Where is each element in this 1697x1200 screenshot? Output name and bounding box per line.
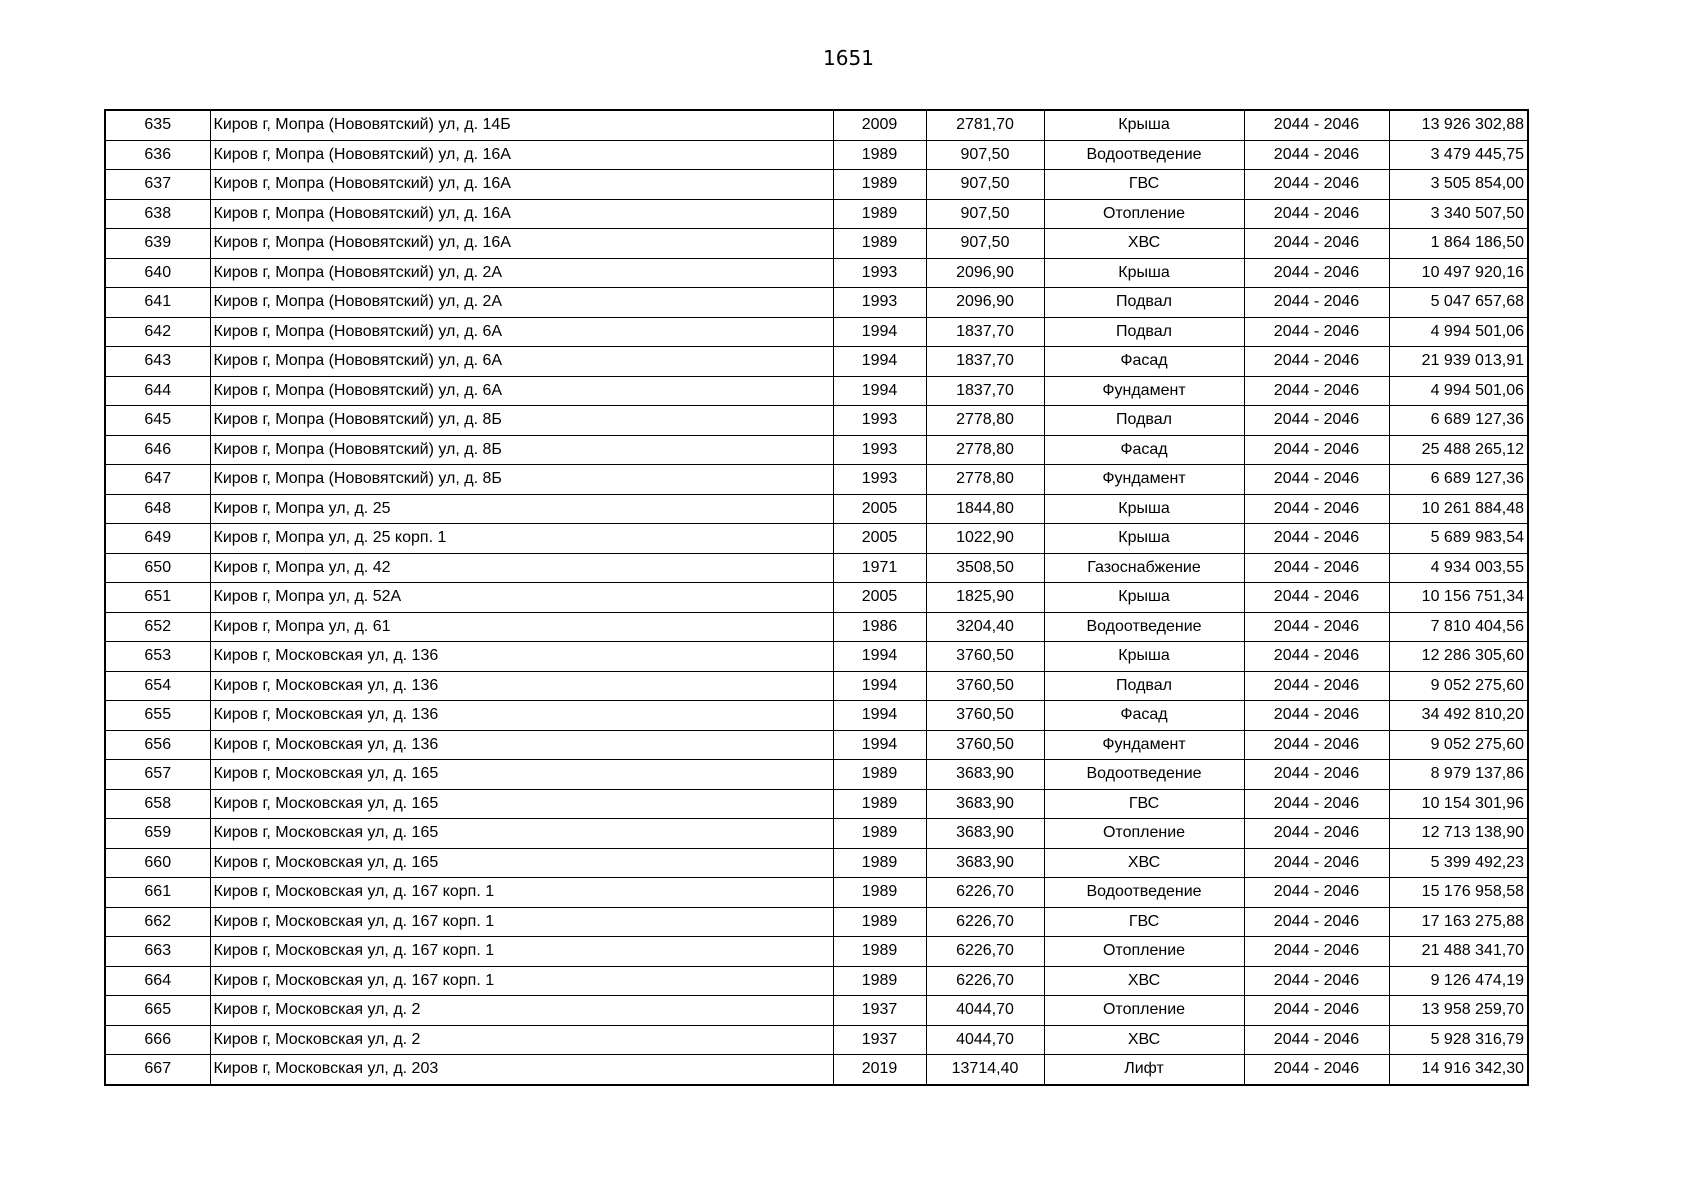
row-number-cell: 661	[105, 878, 210, 908]
address-cell: Киров г, Мопра (Нововятский) ул, д. 2А	[210, 288, 833, 318]
work-type-cell: ХВС	[1044, 966, 1244, 996]
period-cell: 2044 - 2046	[1244, 612, 1389, 642]
area-cell: 3760,50	[926, 701, 1044, 731]
period-cell: 2044 - 2046	[1244, 494, 1389, 524]
period-cell: 2044 - 2046	[1244, 848, 1389, 878]
work-type-cell: ХВС	[1044, 229, 1244, 259]
year-cell: 1994	[833, 317, 926, 347]
year-cell: 1971	[833, 553, 926, 583]
cost-cell: 6 689 127,36	[1389, 406, 1528, 436]
cost-cell: 10 497 920,16	[1389, 258, 1528, 288]
period-cell: 2044 - 2046	[1244, 1025, 1389, 1055]
table-row	[105, 553, 1528, 583]
table-row	[105, 258, 1528, 288]
area-cell: 13714,40	[926, 1055, 1044, 1085]
table-row	[105, 848, 1528, 878]
year-cell: 1937	[833, 1025, 926, 1055]
area-cell: 1837,70	[926, 317, 1044, 347]
row-number-cell: 662	[105, 907, 210, 937]
table-row	[105, 229, 1528, 259]
row-number-cell: 648	[105, 494, 210, 524]
work-type-cell: Фасад	[1044, 435, 1244, 465]
cost-cell: 4 994 501,06	[1389, 376, 1528, 406]
cost-cell: 3 505 854,00	[1389, 170, 1528, 200]
area-cell: 4044,70	[926, 1025, 1044, 1055]
period-cell: 2044 - 2046	[1244, 553, 1389, 583]
row-number-cell: 646	[105, 435, 210, 465]
table-row	[105, 170, 1528, 200]
cost-cell: 8 979 137,86	[1389, 760, 1528, 790]
work-type-cell: ХВС	[1044, 848, 1244, 878]
area-cell: 2778,80	[926, 435, 1044, 465]
period-cell: 2044 - 2046	[1244, 288, 1389, 318]
row-number-cell: 652	[105, 612, 210, 642]
address-cell: Киров г, Мопра (Нововятский) ул, д. 16А	[210, 199, 833, 229]
work-type-cell: Фасад	[1044, 701, 1244, 731]
work-type-cell: Водоотведение	[1044, 612, 1244, 642]
table-row	[105, 376, 1528, 406]
area-cell: 907,50	[926, 170, 1044, 200]
address-cell: Киров г, Московская ул, д. 165	[210, 760, 833, 790]
cost-cell: 21 488 341,70	[1389, 937, 1528, 967]
row-number-cell: 653	[105, 642, 210, 672]
period-cell: 2044 - 2046	[1244, 406, 1389, 436]
work-type-cell: Отопление	[1044, 996, 1244, 1026]
area-cell: 3204,40	[926, 612, 1044, 642]
area-cell: 1825,90	[926, 583, 1044, 613]
area-cell: 2781,70	[926, 110, 1044, 140]
cost-cell: 3 479 445,75	[1389, 140, 1528, 170]
year-cell: 1993	[833, 288, 926, 318]
table-row	[105, 465, 1528, 495]
address-cell: Киров г, Мопра (Нововятский) ул, д. 6А	[210, 317, 833, 347]
period-cell: 2044 - 2046	[1244, 583, 1389, 613]
year-cell: 1994	[833, 376, 926, 406]
work-type-cell: Отопление	[1044, 819, 1244, 849]
period-cell: 2044 - 2046	[1244, 376, 1389, 406]
work-type-cell: Отопление	[1044, 199, 1244, 229]
cost-cell: 15 176 958,58	[1389, 878, 1528, 908]
work-type-cell: Фундамент	[1044, 465, 1244, 495]
area-cell: 907,50	[926, 140, 1044, 170]
work-type-cell: Фасад	[1044, 347, 1244, 377]
period-cell: 2044 - 2046	[1244, 317, 1389, 347]
address-cell: Киров г, Московская ул, д. 136	[210, 701, 833, 731]
area-cell: 2096,90	[926, 258, 1044, 288]
area-cell: 1844,80	[926, 494, 1044, 524]
table-row	[105, 110, 1528, 140]
address-cell: Киров г, Мопра (Нововятский) ул, д. 6А	[210, 347, 833, 377]
cost-cell: 6 689 127,36	[1389, 465, 1528, 495]
cost-cell: 7 810 404,56	[1389, 612, 1528, 642]
table-row	[105, 819, 1528, 849]
table-row	[105, 494, 1528, 524]
area-cell: 6226,70	[926, 878, 1044, 908]
period-cell: 2044 - 2046	[1244, 730, 1389, 760]
year-cell: 1994	[833, 701, 926, 731]
period-cell: 2044 - 2046	[1244, 199, 1389, 229]
row-number-cell: 644	[105, 376, 210, 406]
work-type-cell: Водоотведение	[1044, 760, 1244, 790]
cost-cell: 17 163 275,88	[1389, 907, 1528, 937]
row-number-cell: 650	[105, 553, 210, 583]
work-type-cell: Подвал	[1044, 406, 1244, 436]
cost-cell: 13 958 259,70	[1389, 996, 1528, 1026]
address-cell: Киров г, Московская ул, д. 2	[210, 1025, 833, 1055]
table-row	[105, 612, 1528, 642]
year-cell: 1994	[833, 347, 926, 377]
address-cell: Киров г, Мопра (Нововятский) ул, д. 6А	[210, 376, 833, 406]
table-row	[105, 642, 1528, 672]
row-number-cell: 638	[105, 199, 210, 229]
table-row	[105, 760, 1528, 790]
area-cell: 6226,70	[926, 907, 1044, 937]
year-cell: 1994	[833, 730, 926, 760]
period-cell: 2044 - 2046	[1244, 435, 1389, 465]
address-cell: Киров г, Московская ул, д. 2	[210, 996, 833, 1026]
row-number-cell: 635	[105, 110, 210, 140]
period-cell: 2044 - 2046	[1244, 819, 1389, 849]
work-type-cell: Отопление	[1044, 937, 1244, 967]
row-number-cell: 663	[105, 937, 210, 967]
row-number-cell: 637	[105, 170, 210, 200]
period-cell: 2044 - 2046	[1244, 760, 1389, 790]
year-cell: 2005	[833, 583, 926, 613]
cost-cell: 12 286 305,60	[1389, 642, 1528, 672]
area-cell: 2096,90	[926, 288, 1044, 318]
row-number-cell: 664	[105, 966, 210, 996]
work-type-cell: ГВС	[1044, 170, 1244, 200]
row-number-cell: 667	[105, 1055, 210, 1085]
address-cell: Киров г, Мопра ул, д. 52А	[210, 583, 833, 613]
row-number-cell: 659	[105, 819, 210, 849]
work-type-cell: Крыша	[1044, 494, 1244, 524]
period-cell: 2044 - 2046	[1244, 996, 1389, 1026]
row-number-cell: 636	[105, 140, 210, 170]
area-cell: 1837,70	[926, 347, 1044, 377]
area-cell: 907,50	[926, 229, 1044, 259]
work-type-cell: Газоснабжение	[1044, 553, 1244, 583]
table-row	[105, 1025, 1528, 1055]
period-cell: 2044 - 2046	[1244, 966, 1389, 996]
area-cell: 907,50	[926, 199, 1044, 229]
year-cell: 1986	[833, 612, 926, 642]
work-type-cell: Водоотведение	[1044, 878, 1244, 908]
row-number-cell: 660	[105, 848, 210, 878]
cost-cell: 9 126 474,19	[1389, 966, 1528, 996]
address-cell: Киров г, Мопра (Нововятский) ул, д. 8Б	[210, 435, 833, 465]
area-cell: 3508,50	[926, 553, 1044, 583]
period-cell: 2044 - 2046	[1244, 524, 1389, 554]
year-cell: 1993	[833, 406, 926, 436]
cost-cell: 9 052 275,60	[1389, 671, 1528, 701]
cost-cell: 1 864 186,50	[1389, 229, 1528, 259]
work-type-cell: Крыша	[1044, 110, 1244, 140]
cost-cell: 9 052 275,60	[1389, 730, 1528, 760]
year-cell: 1989	[833, 789, 926, 819]
cost-cell: 4 994 501,06	[1389, 317, 1528, 347]
work-type-cell: ГВС	[1044, 907, 1244, 937]
cost-cell: 12 713 138,90	[1389, 819, 1528, 849]
address-cell: Киров г, Мопра (Нововятский) ул, д. 8Б	[210, 465, 833, 495]
table-row	[105, 317, 1528, 347]
address-cell: Киров г, Московская ул, д. 167 корп. 1	[210, 907, 833, 937]
year-cell: 1989	[833, 199, 926, 229]
table-row	[105, 671, 1528, 701]
address-cell: Киров г, Московская ул, д. 167 корп. 1	[210, 878, 833, 908]
table-row	[105, 907, 1528, 937]
row-number-cell: 651	[105, 583, 210, 613]
work-type-cell: Крыша	[1044, 583, 1244, 613]
address-cell: Киров г, Мопра (Нововятский) ул, д. 14Б	[210, 110, 833, 140]
year-cell: 1993	[833, 435, 926, 465]
cost-cell: 5 689 983,54	[1389, 524, 1528, 554]
table-row	[105, 966, 1528, 996]
period-cell: 2044 - 2046	[1244, 465, 1389, 495]
table-row	[105, 1055, 1528, 1085]
cost-cell: 21 939 013,91	[1389, 347, 1528, 377]
area-cell: 3683,90	[926, 848, 1044, 878]
area-cell: 2778,80	[926, 406, 1044, 436]
cost-cell: 10 156 751,34	[1389, 583, 1528, 613]
row-number-cell: 665	[105, 996, 210, 1026]
address-cell: Киров г, Московская ул, д. 165	[210, 789, 833, 819]
year-cell: 1994	[833, 642, 926, 672]
table-row	[105, 701, 1528, 731]
period-cell: 2044 - 2046	[1244, 140, 1389, 170]
cost-cell: 13 926 302,88	[1389, 110, 1528, 140]
table-body	[105, 110, 1528, 1085]
area-cell: 3760,50	[926, 642, 1044, 672]
cost-cell: 34 492 810,20	[1389, 701, 1528, 731]
address-cell: Киров г, Московская ул, д. 136	[210, 642, 833, 672]
table-row	[105, 878, 1528, 908]
period-cell: 2044 - 2046	[1244, 701, 1389, 731]
year-cell: 1989	[833, 819, 926, 849]
period-cell: 2044 - 2046	[1244, 110, 1389, 140]
work-type-cell: Крыша	[1044, 258, 1244, 288]
cost-cell: 4 934 003,55	[1389, 553, 1528, 583]
address-cell: Киров г, Мопра (Нововятский) ул, д. 8Б	[210, 406, 833, 436]
address-cell: Киров г, Мопра ул, д. 25 корп. 1	[210, 524, 833, 554]
row-number-cell: 647	[105, 465, 210, 495]
row-number-cell: 649	[105, 524, 210, 554]
table-row	[105, 435, 1528, 465]
area-cell: 6226,70	[926, 937, 1044, 967]
year-cell: 2009	[833, 110, 926, 140]
address-cell: Киров г, Московская ул, д. 167 корп. 1	[210, 966, 833, 996]
area-cell: 2778,80	[926, 465, 1044, 495]
table-row	[105, 937, 1528, 967]
year-cell: 1993	[833, 465, 926, 495]
year-cell: 1994	[833, 671, 926, 701]
area-cell: 3760,50	[926, 730, 1044, 760]
address-cell: Киров г, Московская ул, д. 203	[210, 1055, 833, 1085]
address-cell: Киров г, Московская ул, д. 165	[210, 848, 833, 878]
row-number-cell: 645	[105, 406, 210, 436]
area-cell: 6226,70	[926, 966, 1044, 996]
row-number-cell: 658	[105, 789, 210, 819]
period-cell: 2044 - 2046	[1244, 642, 1389, 672]
work-type-cell: Подвал	[1044, 671, 1244, 701]
year-cell: 1989	[833, 848, 926, 878]
address-cell: Киров г, Мопра (Нововятский) ул, д. 16А	[210, 170, 833, 200]
work-type-cell: Подвал	[1044, 317, 1244, 347]
area-cell: 3683,90	[926, 819, 1044, 849]
area-cell: 1837,70	[926, 376, 1044, 406]
address-cell: Киров г, Мопра ул, д. 61	[210, 612, 833, 642]
table-row	[105, 199, 1528, 229]
period-cell: 2044 - 2046	[1244, 907, 1389, 937]
work-type-cell: Крыша	[1044, 642, 1244, 672]
address-cell: Киров г, Мопра (Нововятский) ул, д. 2А	[210, 258, 833, 288]
cost-cell: 5 928 316,79	[1389, 1025, 1528, 1055]
period-cell: 2044 - 2046	[1244, 347, 1389, 377]
work-type-cell: ГВС	[1044, 789, 1244, 819]
work-type-cell: Фундамент	[1044, 730, 1244, 760]
period-cell: 2044 - 2046	[1244, 170, 1389, 200]
table-row	[105, 583, 1528, 613]
table-row	[105, 140, 1528, 170]
table-row	[105, 996, 1528, 1026]
period-cell: 2044 - 2046	[1244, 1055, 1389, 1085]
work-type-cell: Водоотведение	[1044, 140, 1244, 170]
area-cell: 3760,50	[926, 671, 1044, 701]
address-cell: Киров г, Московская ул, д. 136	[210, 671, 833, 701]
area-cell: 3683,90	[926, 789, 1044, 819]
area-cell: 1022,90	[926, 524, 1044, 554]
row-number-cell: 642	[105, 317, 210, 347]
repair-schedule-table	[104, 109, 1529, 1086]
row-number-cell: 666	[105, 1025, 210, 1055]
period-cell: 2044 - 2046	[1244, 229, 1389, 259]
year-cell: 1989	[833, 937, 926, 967]
table-row	[105, 406, 1528, 436]
work-type-cell: ХВС	[1044, 1025, 1244, 1055]
row-number-cell: 656	[105, 730, 210, 760]
period-cell: 2044 - 2046	[1244, 671, 1389, 701]
year-cell: 2005	[833, 524, 926, 554]
year-cell: 1989	[833, 140, 926, 170]
table-row	[105, 789, 1528, 819]
table-row	[105, 730, 1528, 760]
cost-cell: 25 488 265,12	[1389, 435, 1528, 465]
address-cell: Киров г, Мопра ул, д. 25	[210, 494, 833, 524]
cost-cell: 5 047 657,68	[1389, 288, 1528, 318]
area-cell: 3683,90	[926, 760, 1044, 790]
work-type-cell: Подвал	[1044, 288, 1244, 318]
address-cell: Киров г, Московская ул, д. 136	[210, 730, 833, 760]
cost-cell: 5 399 492,23	[1389, 848, 1528, 878]
work-type-cell: Фундамент	[1044, 376, 1244, 406]
year-cell: 1989	[833, 170, 926, 200]
cost-cell: 10 261 884,48	[1389, 494, 1528, 524]
row-number-cell: 640	[105, 258, 210, 288]
row-number-cell: 655	[105, 701, 210, 731]
row-number-cell: 657	[105, 760, 210, 790]
period-cell: 2044 - 2046	[1244, 258, 1389, 288]
period-cell: 2044 - 2046	[1244, 937, 1389, 967]
row-number-cell: 654	[105, 671, 210, 701]
address-cell: Киров г, Московская ул, д. 165	[210, 819, 833, 849]
year-cell: 1989	[833, 760, 926, 790]
table-row	[105, 524, 1528, 554]
area-cell: 4044,70	[926, 996, 1044, 1026]
table-row	[105, 288, 1528, 318]
address-cell: Киров г, Мопра ул, д. 42	[210, 553, 833, 583]
table-row	[105, 347, 1528, 377]
year-cell: 1989	[833, 229, 926, 259]
year-cell: 2005	[833, 494, 926, 524]
period-cell: 2044 - 2046	[1244, 878, 1389, 908]
year-cell: 1937	[833, 996, 926, 1026]
page-number: 1651	[823, 46, 874, 70]
year-cell: 1993	[833, 258, 926, 288]
work-type-cell: Лифт	[1044, 1055, 1244, 1085]
cost-cell: 3 340 507,50	[1389, 199, 1528, 229]
row-number-cell: 643	[105, 347, 210, 377]
address-cell: Киров г, Московская ул, д. 167 корп. 1	[210, 937, 833, 967]
year-cell: 2019	[833, 1055, 926, 1085]
year-cell: 1989	[833, 907, 926, 937]
cost-cell: 14 916 342,30	[1389, 1055, 1528, 1085]
address-cell: Киров г, Мопра (Нововятский) ул, д. 16А	[210, 140, 833, 170]
address-cell: Киров г, Мопра (Нововятский) ул, д. 16А	[210, 229, 833, 259]
year-cell: 1989	[833, 966, 926, 996]
row-number-cell: 641	[105, 288, 210, 318]
period-cell: 2044 - 2046	[1244, 789, 1389, 819]
cost-cell: 10 154 301,96	[1389, 789, 1528, 819]
row-number-cell: 639	[105, 229, 210, 259]
work-type-cell: Крыша	[1044, 524, 1244, 554]
year-cell: 1989	[833, 878, 926, 908]
